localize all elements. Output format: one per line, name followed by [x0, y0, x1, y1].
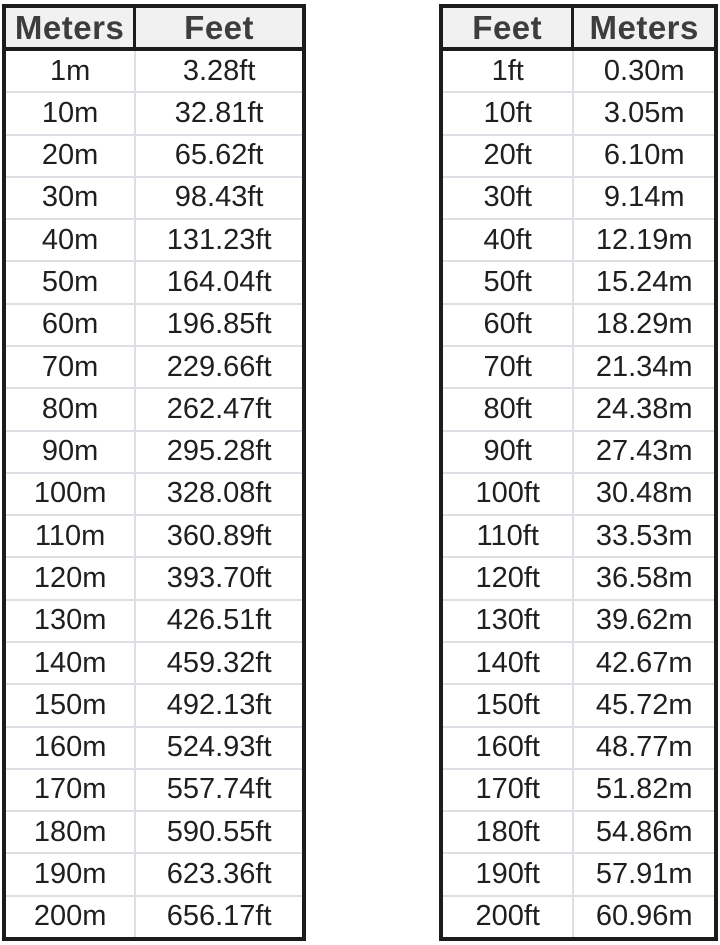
table-cell: 196.85ft — [166, 308, 272, 341]
table-cell: 120ft — [443, 558, 574, 598]
table-cell: 100ft — [443, 474, 574, 514]
table-cell: 140ft — [443, 643, 574, 683]
table-cell: 130m — [6, 601, 136, 641]
table-body — [443, 51, 714, 937]
table-cell: 90ft — [443, 432, 574, 472]
table-row — [443, 93, 714, 135]
table-cell: 30.48m — [595, 477, 693, 510]
table-row — [6, 93, 302, 135]
table-cell: 190ft — [443, 854, 574, 894]
table-row — [443, 728, 714, 770]
table-row — [443, 897, 714, 937]
table-row — [443, 178, 714, 220]
table-cell: 57.91m — [595, 857, 693, 890]
table-cell: 60m — [6, 305, 136, 345]
table-cell: 295.28ft — [166, 435, 272, 468]
column-header-meters: Meters — [589, 8, 699, 46]
table-cell: 60ft — [443, 305, 574, 345]
table-row — [6, 474, 302, 516]
table-cell: 360.89ft — [166, 519, 272, 552]
feet-to-meters-table — [439, 4, 718, 941]
table-cell: 24.38m — [595, 392, 693, 425]
table-row — [443, 220, 714, 262]
table-cell: 3.05m — [603, 96, 685, 129]
table-cell: 426.51ft — [166, 604, 272, 637]
column-header-meters: Meters — [6, 8, 136, 47]
table-cell: 27.43m — [595, 435, 693, 468]
table-cell: 100m — [6, 474, 136, 514]
table-row — [443, 389, 714, 431]
table-cell: 170ft — [443, 770, 574, 810]
table-cell: 130ft — [443, 601, 574, 641]
table-cell: 1ft — [443, 51, 574, 91]
table-cell: 20ft — [443, 136, 574, 176]
table-cell: 60.96m — [595, 900, 693, 933]
table-row — [6, 643, 302, 685]
table-row — [443, 812, 714, 854]
table-row — [443, 685, 714, 727]
table-body — [6, 51, 302, 937]
table-row — [443, 51, 714, 93]
table-row — [6, 51, 302, 93]
table-cell: 1m — [6, 51, 136, 91]
table-cell: 36.58m — [595, 562, 693, 595]
table-cell: 50m — [6, 262, 136, 302]
table-cell: 557.74ft — [166, 773, 272, 806]
table-cell: 524.93ft — [166, 731, 272, 764]
table-row — [443, 305, 714, 347]
table-cell: 110m — [6, 516, 136, 556]
table-cell: 21.34m — [595, 350, 693, 383]
table-row — [6, 685, 302, 727]
table-cell: 33.53m — [595, 519, 693, 552]
table-cell: 229.66ft — [166, 350, 272, 383]
table-cell: 45.72m — [595, 688, 693, 721]
table-cell: 54.86m — [595, 815, 693, 848]
table-row — [6, 389, 302, 431]
column-header-feet: Feet — [443, 8, 574, 47]
table-cell: 40ft — [443, 220, 574, 260]
table-cell: 32.81ft — [174, 96, 264, 129]
table-cell: 656.17ft — [166, 900, 272, 933]
table-header-row — [6, 8, 302, 51]
table-cell: 42.67m — [595, 646, 693, 679]
table-row — [443, 262, 714, 304]
table-cell: 150m — [6, 685, 136, 725]
table-cell: 190m — [6, 854, 136, 894]
table-cell: 80ft — [443, 389, 574, 429]
table-row — [6, 432, 302, 474]
table-cell: 70ft — [443, 347, 574, 387]
table-cell: 110ft — [443, 516, 574, 556]
table-cell: 40m — [6, 220, 136, 260]
table-row — [443, 854, 714, 896]
table-cell: 164.04ft — [166, 266, 272, 299]
table-cell: 393.70ft — [166, 562, 272, 595]
table-cell: 65.62ft — [174, 139, 264, 172]
table-cell: 6.10m — [603, 139, 685, 172]
table-cell: 39.62m — [595, 604, 693, 637]
table-cell: 200m — [6, 897, 136, 937]
table-cell: 70m — [6, 347, 136, 387]
table-row — [443, 643, 714, 685]
table-cell: 492.13ft — [166, 688, 272, 721]
table-cell: 590.55ft — [166, 815, 272, 848]
table-row — [443, 432, 714, 474]
table-cell: 90m — [6, 432, 136, 472]
table-cell: 328.08ft — [166, 477, 272, 510]
table-cell: 180m — [6, 812, 136, 852]
table-cell: 3.28ft — [182, 54, 256, 87]
table-cell: 98.43ft — [174, 181, 264, 214]
table-row — [6, 305, 302, 347]
column-header-feet: Feet — [184, 8, 255, 46]
table-row — [443, 601, 714, 643]
table-cell: 15.24m — [595, 266, 693, 299]
table-cell: 131.23ft — [166, 223, 272, 256]
table-row — [6, 728, 302, 770]
table-row — [6, 558, 302, 600]
table-row — [6, 347, 302, 389]
table-row — [443, 136, 714, 178]
table-cell: 51.82m — [595, 773, 693, 806]
table-cell: 18.29m — [595, 308, 693, 341]
table-row — [6, 770, 302, 812]
table-cell: 160m — [6, 728, 136, 768]
table-cell: 180ft — [443, 812, 574, 852]
table-header-row — [443, 8, 714, 51]
table-row — [443, 770, 714, 812]
table-row — [6, 854, 302, 896]
table-row — [443, 347, 714, 389]
table-cell: 48.77m — [595, 731, 693, 764]
table-cell: 10ft — [443, 93, 574, 133]
table-cell: 160ft — [443, 728, 574, 768]
table-cell: 10m — [6, 93, 136, 133]
table-row — [6, 178, 302, 220]
table-cell: 50ft — [443, 262, 574, 302]
table-row — [6, 136, 302, 178]
table-row — [6, 812, 302, 854]
table-row — [443, 474, 714, 516]
table-cell: 30ft — [443, 178, 574, 218]
meters-to-feet-table — [2, 4, 306, 941]
table-row — [6, 516, 302, 558]
table-cell: 120m — [6, 558, 136, 598]
table-row — [6, 601, 302, 643]
table-row — [6, 897, 302, 937]
table-row — [6, 262, 302, 304]
table-cell: 170m — [6, 770, 136, 810]
table-cell: 80m — [6, 389, 136, 429]
table-cell: 20m — [6, 136, 136, 176]
table-row — [443, 558, 714, 600]
table-cell: 200ft — [443, 897, 574, 937]
table-cell: 150ft — [443, 685, 574, 725]
table-cell: 140m — [6, 643, 136, 683]
table-cell: 9.14m — [603, 181, 685, 214]
table-cell: 0.30m — [603, 54, 685, 87]
table-row — [443, 516, 714, 558]
table-row — [6, 220, 302, 262]
table-cell: 262.47ft — [166, 392, 272, 425]
table-cell: 30m — [6, 178, 136, 218]
table-cell: 623.36ft — [166, 857, 272, 890]
table-cell: 12.19m — [595, 223, 693, 256]
table-cell: 459.32ft — [166, 646, 272, 679]
